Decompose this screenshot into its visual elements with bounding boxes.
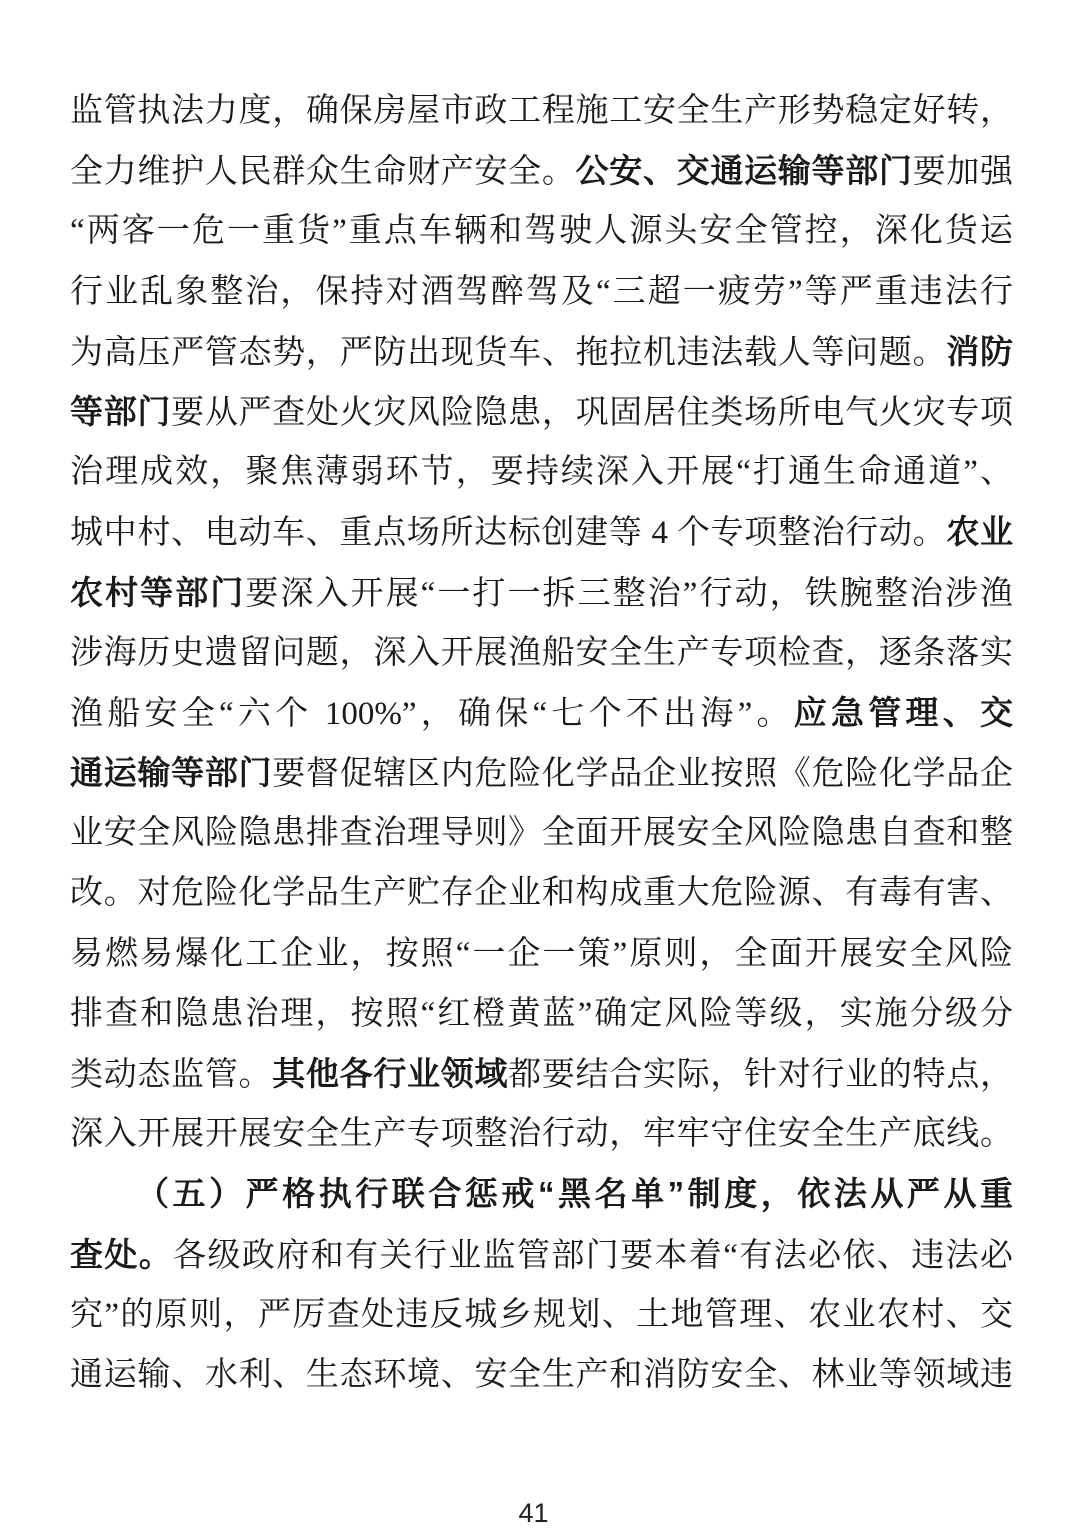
text-line (70, 201, 1013, 261)
text-segment: 都要结合实际，针对行业的特点， (508, 1057, 1014, 1093)
bold-text-segment: 消防 (946, 332, 1014, 370)
bold-text-segment: 农业 (946, 513, 1014, 551)
text-line (70, 683, 1013, 743)
bold-text-segment: 农村等部门 (70, 573, 246, 611)
text-segment: 全力维护人民群众生命财产安全。 (70, 154, 576, 191)
text-line (70, 1285, 1013, 1345)
text-line (70, 863, 1013, 923)
text-line (70, 623, 1013, 683)
text-line (70, 442, 1013, 502)
text-line (70, 743, 1013, 803)
text-segment: 究”的原则，严厉查处违反城乡规划、土地管理、农业农村、交 (70, 1296, 1013, 1333)
text-segment: 渔船安全“六个 100%”，确保“七个不出海”。 (70, 695, 794, 732)
text-line (70, 1104, 1013, 1164)
text-line (70, 1345, 1013, 1405)
text-line (70, 984, 1013, 1044)
text-segment: 为高压严管态势，严防出现货车、拖拉机违法载人等问题。 (70, 334, 947, 371)
text-segment: 业安全风险隐患排查治理导则》全面开展安全风险隐患自查和整 (70, 815, 1013, 852)
text-segment: 城中村、电动车、重点场所达标创建等 4 个专项整治行动。 (70, 515, 947, 552)
text-line (70, 382, 1013, 442)
text-line (70, 81, 1013, 141)
bold-text-segment: 通运输等部门 (70, 754, 273, 792)
document-body-text (70, 81, 1013, 1405)
text-segment: 要督促辖区内危险化学品企业按照《危险化学品企 (272, 756, 1014, 793)
bold-text-segment: 公安、交通运输等部门 (575, 152, 913, 190)
text-line (70, 924, 1013, 984)
text-segment: “两客一危一重货”重点车辆和驾驶人源头安全管控，深化货运 (70, 213, 1013, 250)
bold-text-segment: （五）严格执行联合惩戒“黑名单”制度，依法从严从重 (136, 1175, 1013, 1213)
text-segment: 深入开展开展安全生产专项整治行动，牢牢守住安全生产底线。 (70, 1116, 1013, 1153)
text-segment: 行业乱象整治，保持对酒驾醉驾及“三超一疲劳”等严重违法行 (70, 273, 1013, 310)
text-segment: 要从严查处火灾风险隐患，巩固居住类场所电气火灾专项 (171, 394, 1014, 431)
text-line (70, 803, 1013, 863)
text-line (70, 1164, 1013, 1224)
bold-text-segment: 其他各行业领域 (272, 1055, 509, 1092)
text-segment: 各级政府和有关行业监管部门要本着“有法必依、违法必 (173, 1237, 1013, 1274)
text-line (70, 502, 1013, 562)
page-number: 41 (518, 1498, 549, 1528)
text-line (70, 1225, 1013, 1285)
bold-text-segment: 应急管理、交 (793, 693, 1014, 731)
text-line (70, 322, 1013, 382)
text-segment: 治理成效，聚焦薄弱环节，要持续深入开展“打通生命通道”、 (70, 454, 1013, 491)
text-segment: 涉海历史遗留问题，深入开展渔船安全生产专项检查，逐条落实 (70, 634, 1013, 671)
text-segment: 易燃易爆化工企业，按照“一企一策”原则，全面开展安全风险 (70, 935, 1013, 972)
text-segment: 监管执法力度，确保房屋市政工程施工安全生产形势稳定好转， (70, 93, 1013, 129)
text-segment: 要加强 (912, 154, 1014, 191)
text-line (70, 141, 1013, 201)
text-segment: 改。对危险化学品生产贮存企业和构成重大危险源、有毒有害、 (70, 875, 1013, 912)
text-segment: 要深入开展“一打一拆三整治”行动，铁腕整治涉渔 (245, 575, 1014, 612)
text-segment: 排查和隐患治理，按照“红橙黄蓝”确定风险等级，实施分级分 (70, 995, 1013, 1032)
text-segment: 通运输、水利、生态环境、安全生产和消防安全、林业等领域违 (70, 1356, 1013, 1393)
text-line (70, 262, 1013, 322)
text-line (70, 1044, 1013, 1104)
bold-text-segment: 等部门 (70, 392, 172, 430)
bold-text-segment: 查处。 (70, 1235, 174, 1273)
text-segment: 类动态监管。 (70, 1057, 273, 1093)
text-line (70, 563, 1013, 623)
